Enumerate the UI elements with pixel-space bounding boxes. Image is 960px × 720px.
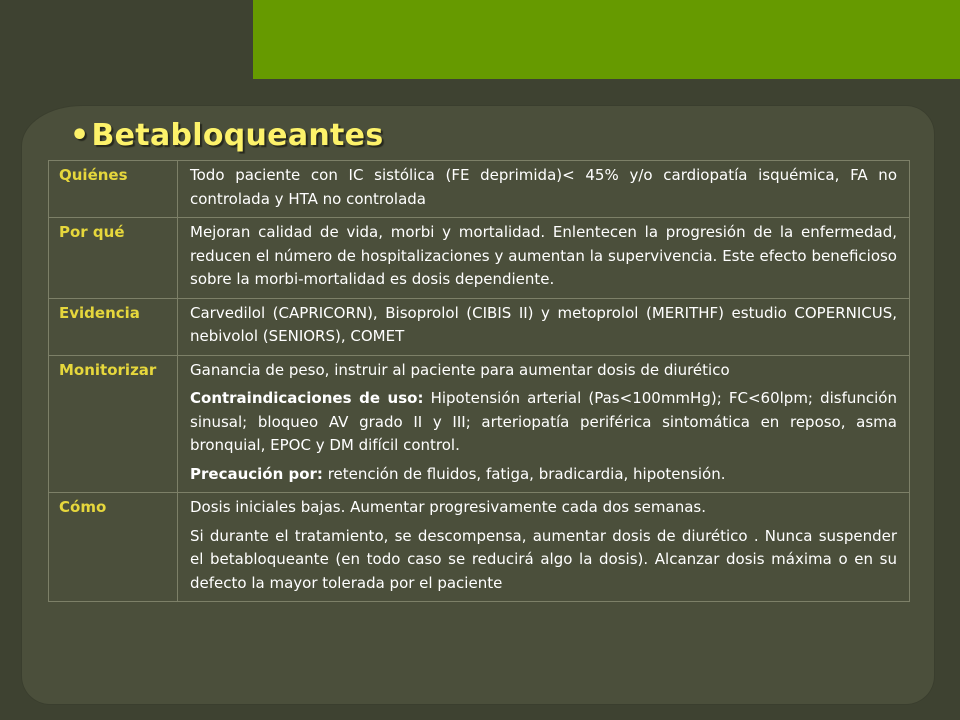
table-row-quienes — [49, 161, 910, 218]
row-content — [178, 493, 910, 602]
slide-title — [70, 118, 383, 153]
info-table — [48, 160, 910, 602]
slide-title-text: Betabloqueantes — [91, 118, 384, 153]
row-content: Mejoran calidad de vida, morbi y mortalidad. Enlentecen la progresión de la enfermedad, reducen el número de hospitalizaciones y aumentan la supervivencia. Este efecto beneficioso sobre la morbi-mortalidad es dosis dependiente. — [178, 218, 910, 299]
row-label: Monitorizar — [49, 355, 178, 493]
como-paragraph: Si durante el tratamiento, se descompensa, aumentar dosis de diurético . Nunca suspender el betabloqueante (en todo caso se reducirá algo la dosis). Alcanzar dosis máxima o en su defecto la mayor tolerada por el paciente — [190, 526, 897, 592]
row-label: Evidencia — [49, 298, 178, 355]
header-accent-block — [253, 0, 960, 79]
monitor-line: Ganancia de peso, instruir al paciente para aumentar dosis de diurético — [190, 360, 730, 379]
precaution-paragraph — [190, 463, 897, 487]
precaution-label: Precaución por: — [190, 464, 323, 483]
table-row-como — [49, 493, 910, 602]
table-row-por-que — [49, 218, 910, 299]
row-label: Cómo — [49, 493, 178, 602]
row-label: Por qué — [49, 218, 178, 299]
contraindications-label: Contraindicaciones de uso: — [190, 389, 424, 407]
contraindications-text: Hipotensión arterial (Pas<100mmHg); FC<60lpm; disfunción sinusal; bloqueo AV grado II y III; arteriopatía periférica sintomática en reposo, asma bronquial, EPOC y DM difícil control. — [190, 389, 897, 454]
precaution-text: retención de fluidos, fatiga, bradicardia, hipotensión. — [322, 464, 726, 483]
row-content: Carvedilol (CAPRICORN), Bisoprolol (CIBIS II) y metoprolol (MERITHF) estudio COPERNICUS, nebivolol (SENIORS), COMET — [178, 298, 910, 355]
table-row-evidencia — [49, 298, 910, 355]
row-content — [178, 355, 910, 493]
row-content: Todo paciente con IC sistólica (FE deprimida)< 45% y/o cardiopatía isquémica, FA no controlada y HTA no controlada — [178, 161, 910, 218]
table-row-monitorizar — [49, 355, 910, 493]
bullet-icon: • — [70, 118, 90, 153]
row-label: Quiénes — [49, 161, 178, 218]
contraindications-paragraph — [190, 387, 897, 458]
como-line: Dosis iniciales bajas. Aumentar progresivamente cada dos semanas. — [190, 498, 706, 516]
